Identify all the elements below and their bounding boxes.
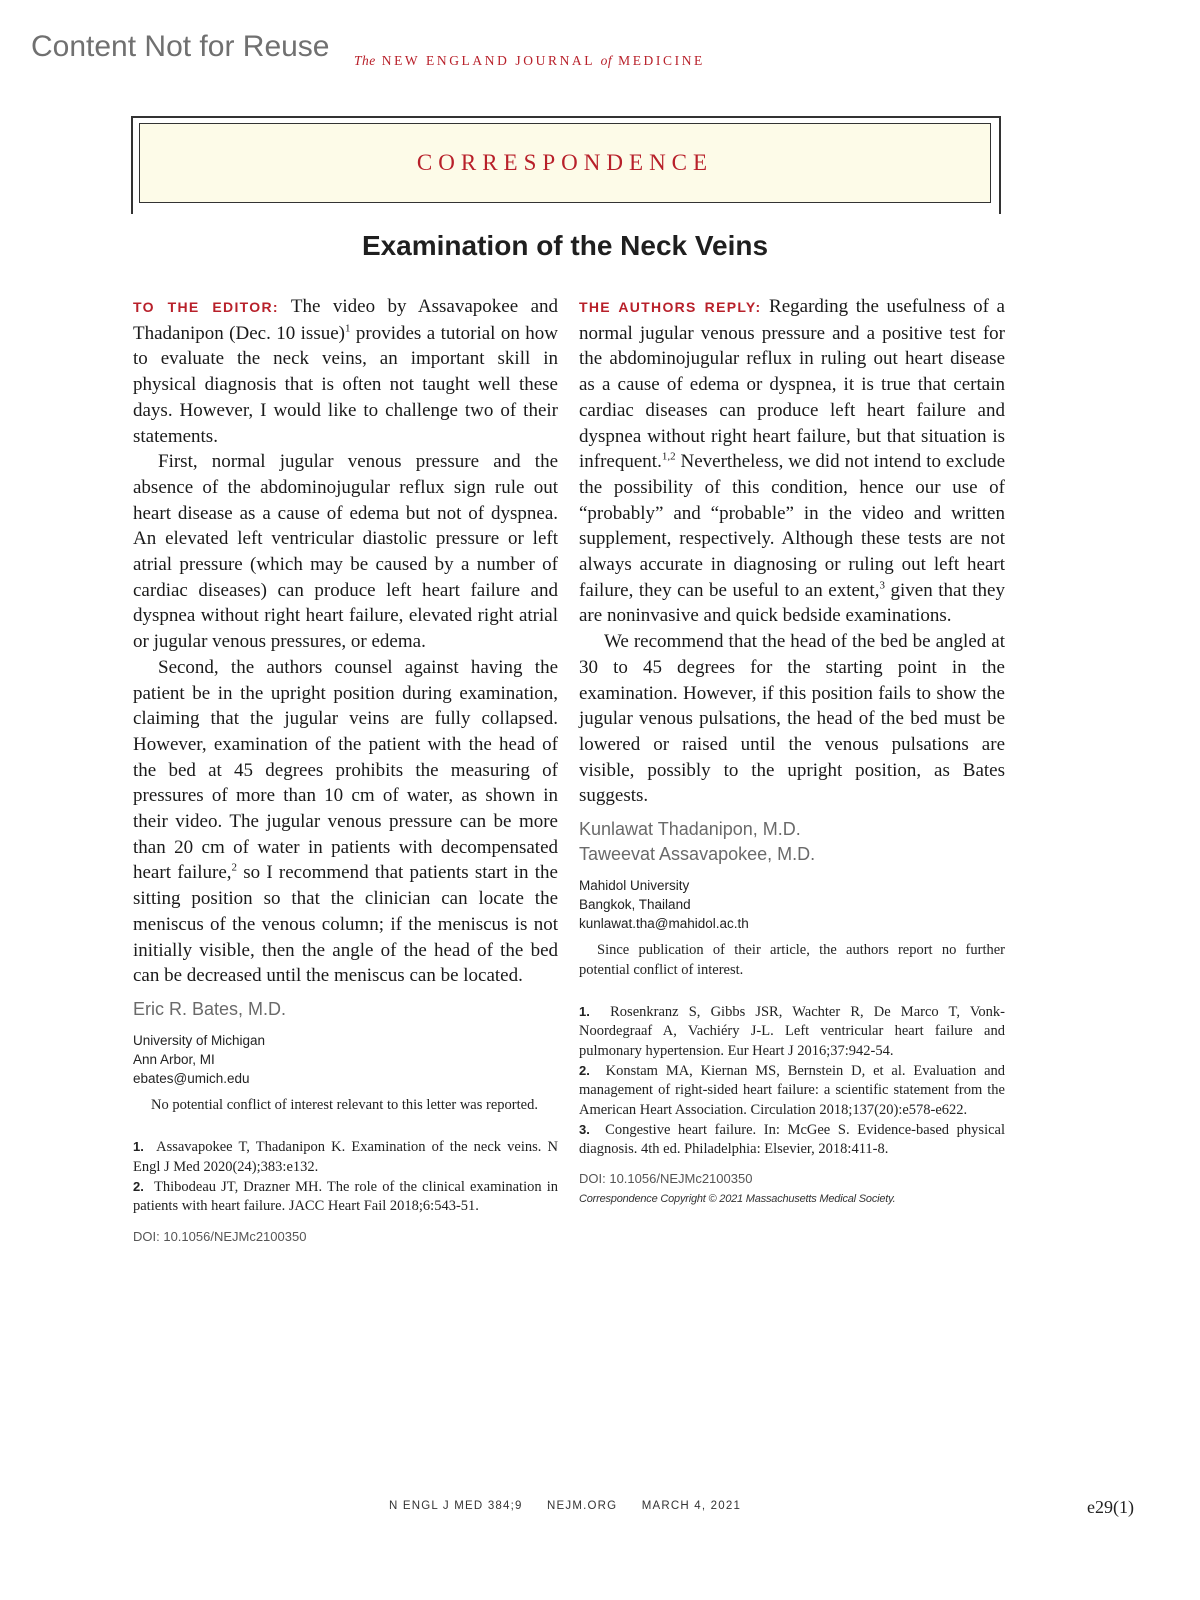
reference-item: [579, 1120, 1005, 1160]
section-title: CORRESPONDENCE: [416, 150, 714, 175]
reference-number: 1.: [133, 1139, 144, 1155]
article-title: Examination of the Neck Veins: [361, 230, 769, 261]
reference-text: Konstam MA, Kiernan MS, Bernstein D, et al. Evaluation and management of right-sided heart failure: a scientific statement from the American Heart Association. Circulation 2018;137(20):e578-e622.: [579, 1062, 1006, 1118]
reference-item: [133, 1177, 558, 1217]
reply-references: [579, 1002, 1005, 1159]
copyright-notice: Correspondence Copyright © 2021 Massachusetts Medical Society.: [579, 1193, 896, 1206]
letter-conflict-statement: No potential conflict of interest relevant to this letter was reported.: [151, 1096, 538, 1113]
reply-author-email: kunlawat.tha@mahidol.ac.th: [579, 916, 749, 932]
letter-doi: DOI: 10.1056/NEJMc2100350: [133, 1228, 307, 1244]
reference-item: [133, 1137, 558, 1177]
letter-p1-text: The video by Assavapokee and Thadanipon (Dec. 10 issue): [133, 296, 558, 344]
reference-item: [579, 1061, 1005, 1120]
reply-affiliation-institution: Mahidol University: [579, 878, 690, 894]
letter-lead: TO THE EDITOR:: [133, 299, 279, 315]
journal-masthead: [354, 53, 705, 69]
citation-superscript: 1,2: [661, 450, 676, 463]
letter-paragraph-3: [133, 655, 558, 989]
page-footer: [0, 1500, 1130, 1512]
reference-number: 3.: [579, 1121, 590, 1137]
letter-references: [133, 1137, 558, 1216]
reply-doi: DOI: 10.1056/NEJMc2100350: [579, 1171, 753, 1187]
journal-the: The: [354, 53, 376, 68]
journal-of: of: [600, 53, 613, 68]
reply-paragraph-2: We recommend that the head of the bed be angled at 30 to 45 degrees for the starting point in the examination. However, if this position fails to show the jugular venous pulsations, the head of the bed must be lowered or raised until the venous pulsations are visible, possibly to the upright position, as Bates suggests.: [579, 631, 1005, 807]
citation-superscript: 2: [231, 862, 238, 875]
footer-date: MARCH 4, 2021: [641, 1500, 742, 1512]
page-number: e29(1): [1087, 1497, 1134, 1517]
footer-site: NEJM.ORG: [547, 1500, 618, 1512]
reply-p1-text: Regarding the usefulness of a normal jugular venous pressure and a positive test for the abdominojugular reflux in ruling out heart disease as a cause of edema or dyspnea, it is true that certain cardiac diseases can produce left heart failure and dyspnea without right heart failure, but that situation is infrequent.: [579, 296, 1005, 473]
reference-text: Rosenkranz S, Gibbs JSR, Wachter R, De Marco T, Vonk-Noordegraaf A, Vachiéry J-L. Left ventricular heart failure and pulmonary hypertension. Eur Heart J 2016;37:942-54.: [579, 1004, 1006, 1059]
letter-affiliation-location: Ann Arbor, MI: [133, 1051, 215, 1067]
reply-paragraph-1: [579, 294, 1005, 629]
letter-author-email: ebates@umich.edu: [133, 1070, 250, 1086]
reference-text: Thibodeau JT, Drazner MH. The role of the clinical examination in patients with heart failure. JACC Heart Fail 2018;6:543-51.: [133, 1179, 558, 1215]
reference-item: [579, 1002, 1005, 1061]
citation-superscript: 1: [344, 322, 351, 335]
reference-text: Assavapokee T, Thadanipon K. Examination of the neck veins. N Engl J Med 2020(24);383:e132.: [133, 1139, 558, 1175]
reference-number: 2.: [579, 1062, 590, 1078]
reply-author-2: Taweevat Assavapokee, M.D.: [579, 844, 816, 865]
reply-p1-text-cont: Nevertheless, we did not intend to exclude the possibility of this condition, hence our use of “probably” and “probable” in the video and written supplement, respectively. Although these tests are not always accurate in diagnosing or ruling out left heart failure, they can be useful to an extent,: [579, 451, 1005, 601]
reply-author-1: Kunlawat Thadanipon, M.D.: [579, 819, 801, 840]
letter-column: [133, 294, 558, 1244]
journal-medicine: MEDICINE: [618, 53, 705, 68]
reply-lead: THE AUTHORS REPLY:: [579, 299, 762, 315]
letter-author: Eric R. Bates, M.D.: [133, 998, 287, 1019]
citation-superscript: 3: [879, 579, 885, 592]
reply-column: [579, 294, 1005, 1205]
letter-paragraph-1: [133, 294, 558, 449]
reference-text: Congestive heart failure. In: McGee S. Evidence-based physical diagnosis. 4th ed. Philadelphia: Elsevier, 2018:411-8.: [579, 1121, 1005, 1158]
letter-p3-text-cont: so I recommend that patients start in the sitting position so that the clinician can locate the meniscus of the venous column; if the meniscus is not initially visible, then the angle of the head of the bed can be decreased until the meniscus can be located.: [133, 862, 558, 987]
section-banner: [139, 123, 991, 203]
reply-affiliation-location: Bangkok, Thailand: [579, 897, 691, 913]
letter-affiliation-institution: University of Michigan: [133, 1032, 266, 1048]
reply-conflict-statement: Since publication of their article, the authors report no further potential conflict of interest.: [579, 942, 1005, 978]
watermark: Content Not for Reuse: [31, 30, 330, 63]
letter-paragraph-2: First, normal jugular venous pressure and the absence of the abdominojugular reflux sign rule out heart disease as a cause of edema but not of dyspnea. An elevated left ventricular diastolic pressure or left atrial pressure (which may be caused by a number of cardiac diseases) can produce left heart failure and dyspnea without right heart failure, elevated right atrial or jugular venous pressures, or edema.: [133, 451, 558, 653]
letter-p3-text: Second, the authors counsel against having the patient be in the upright position during examination, claiming that the jugular veins are fully collapsed. However, examination of the patient with the head of the bed at 45 degrees prohibits the measuring of pressures of more than 10 cm of water, as shown in their video. The jugular venous pressure can be more than 20 cm of water in patients with decompensated heart failure,: [133, 656, 558, 884]
journal-name: NEW ENGLAND JOURNAL: [381, 53, 595, 68]
reference-number: 2.: [133, 1179, 144, 1195]
reply-p1-text-end: given that they are noninvasive and quick bedside examinations.: [579, 579, 1005, 627]
reference-number: 1.: [579, 1004, 590, 1020]
footer-citation: N ENGL J MED 384;9: [388, 1500, 523, 1512]
letter-p1-text-cont: provides a tutorial on how to evaluate the neck veins, an important skill in physical diagnosis that is often not taught well these days. However, I would like to challenge two of their statements.: [133, 322, 558, 447]
